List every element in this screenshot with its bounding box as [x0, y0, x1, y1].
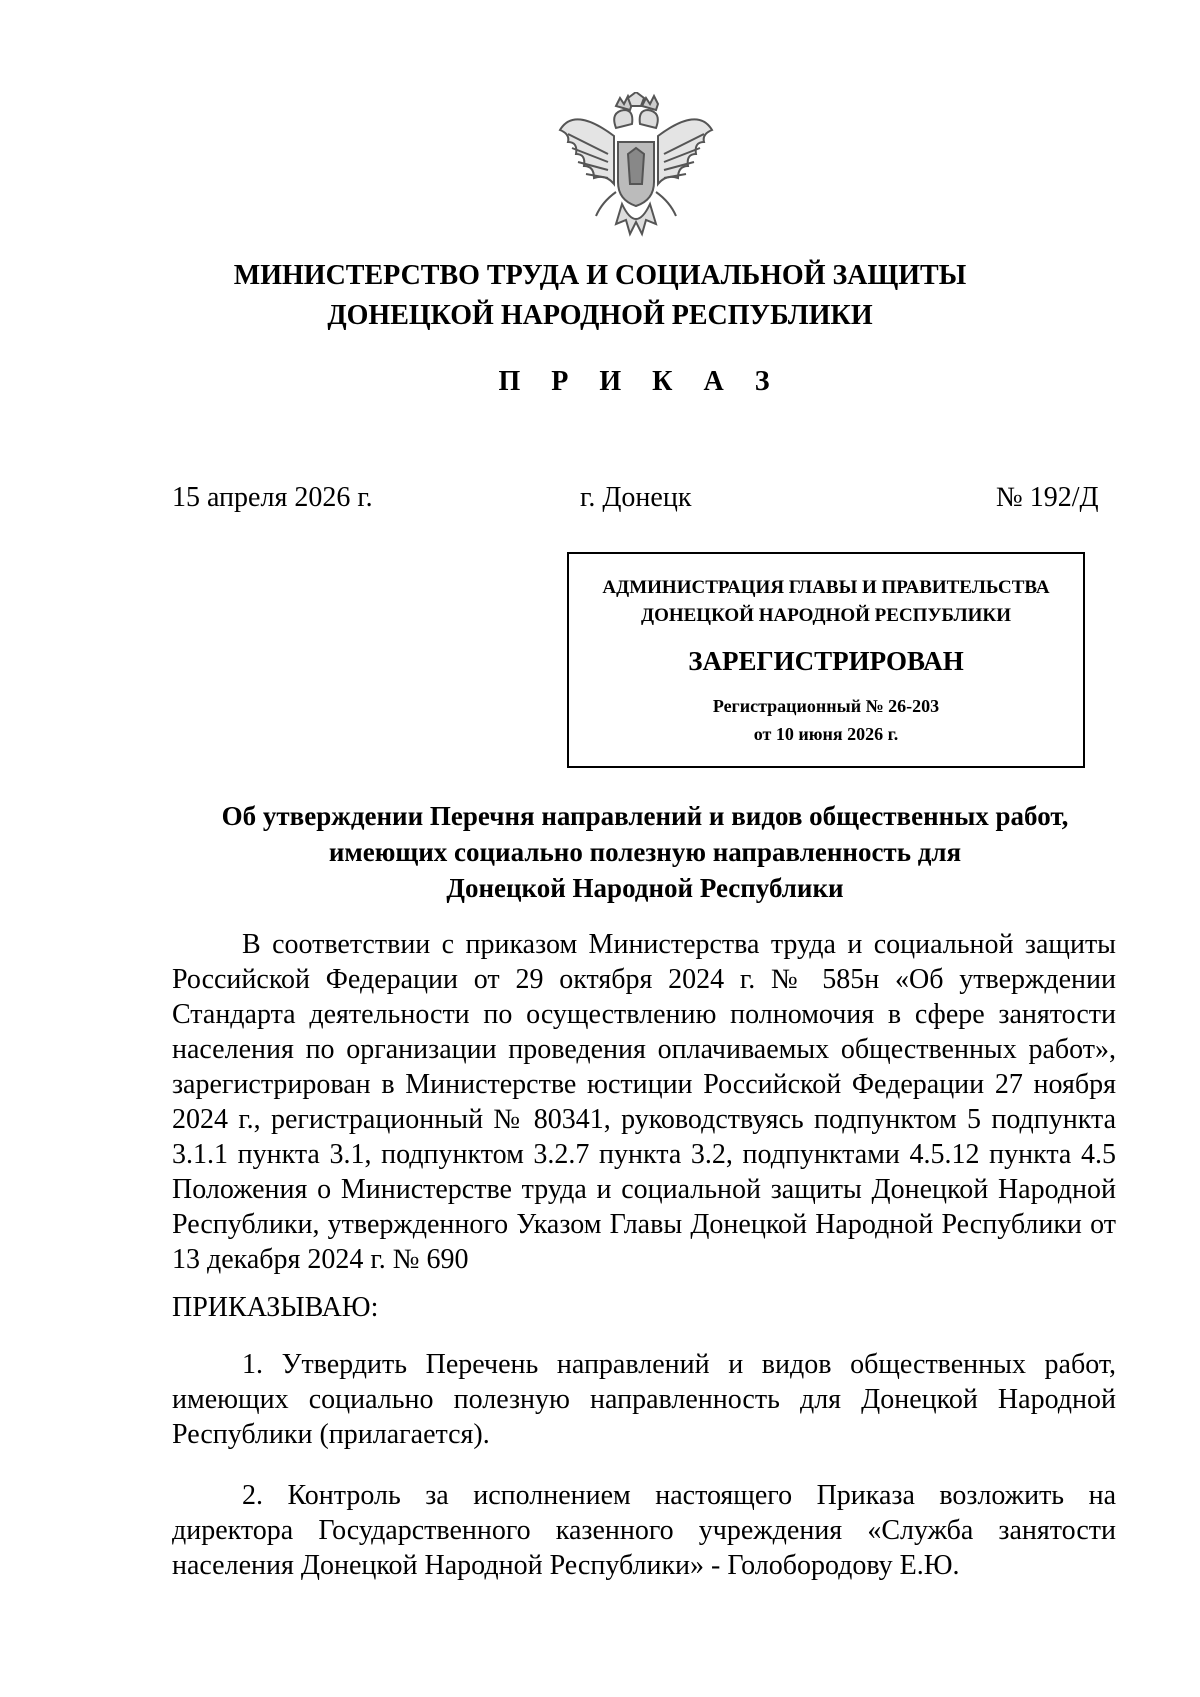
ministry-name	[0, 256, 1200, 336]
order-item-1: 1. Утвердить Перечень направлений и видов общественных работ, имеющих социально полезную направленность для Донецкой Народной Республики (прилагается).	[172, 1349, 1116, 1450]
document-title-line1: Об утверждении Перечня направлений и видов общественных работ,	[221, 801, 1069, 831]
order-word: ПРИКАЗЫВАЮ:	[172, 1292, 379, 1323]
registration-number: Регистрационный № 26-203	[712, 696, 940, 716]
coat-of-arms-icon	[556, 92, 716, 252]
ministry-name-line1: МИНИСТЕРСТВО ТРУДА И СОЦИАЛЬНОЙ ЗАЩИТЫ	[233, 260, 967, 291]
document-title	[0, 798, 1200, 906]
document-type: П Р И К А З	[498, 366, 782, 397]
order-item-2: 2. Контроль за исполнением настоящего Приказа возложить на директора Государственного казенного учреждения «Служба занятости населения Донецкой Народной Республики» - Голобородову Е.Ю.	[172, 1480, 1116, 1581]
registration-date: от 10 июня 2026 г.	[753, 724, 899, 744]
registration-details	[569, 692, 1083, 748]
preamble-paragraph: В соответствии с приказом Министерства труда и социальной защиты Российской Федерации от 29 октября 2024 г. № 585н «Об утверждении Стандарта деятельности по осуществлению полномочия в сфере занятости населения по организации проведения оплачиваемых общественных работ», зарегистрирован в Министерстве юстиции Российской Федерации 27 ноября 2024 г., регистрационный № 80341, руководствуясь подпунктом 5 подпункта 3.1.1 пункта 3.1, подпунктом 3.2.7 пункта 3.2, подпунктами 4.5.12 пункта 4.5 Положения о Министерстве труда и социальной защиты Донецкой Народной Республики, утвержденного Указом Главы Донецкой Народной Республики от 13 декабря 2024 г. № 690	[172, 929, 1116, 1275]
registration-status: ЗАРЕГИСТРИРОВАН	[688, 646, 964, 676]
registration-org-line1: АДМИНИСТРАЦИЯ ГЛАВЫ И ПРАВИТЕЛЬСТВА	[602, 577, 1050, 598]
document-city: г. Донецк	[580, 482, 692, 513]
registration-stamp	[567, 552, 1085, 768]
document-number: № 192/Д	[996, 482, 1099, 513]
registration-org-line2: ДОНЕЦКОЙ НАРОДНОЙ РЕСПУБЛИКИ	[641, 605, 1011, 626]
registration-org	[569, 574, 1083, 630]
document-date: 15 апреля 2026 г.	[172, 482, 373, 513]
document-title-line2: имеющих социально полезную направленность для	[328, 837, 962, 867]
document-title-line3: Донецкой Народной Республики	[446, 873, 844, 903]
ministry-name-line2: ДОНЕЦКОЙ НАРОДНОЙ РЕСПУБЛИКИ	[327, 300, 873, 331]
